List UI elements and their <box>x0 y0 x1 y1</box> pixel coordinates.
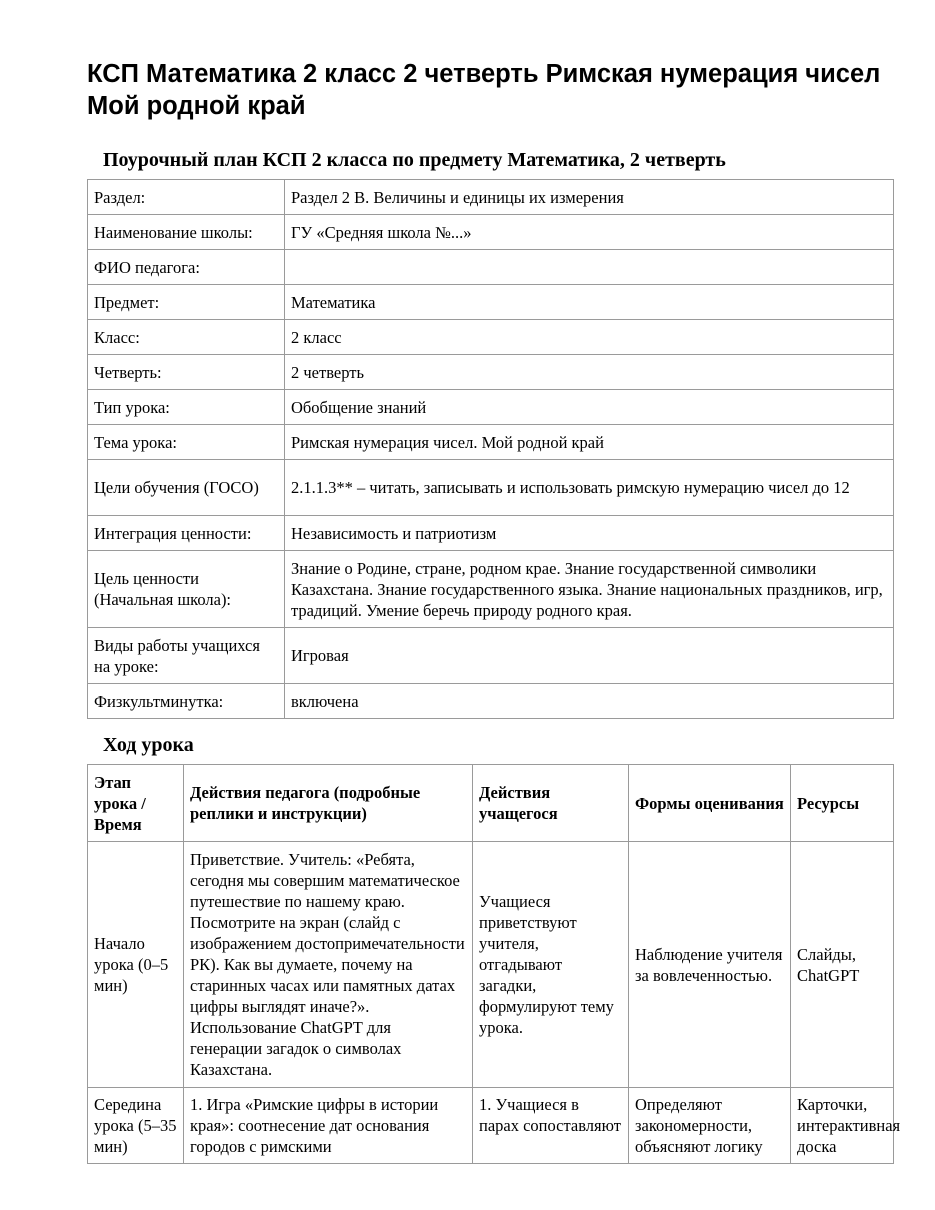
teacher-actions-cell: Приветствие. Учитель: «Ребята, сегодня мы совершим математическое путешествие по нашему краю. Посмотрите на экран (слайд с изображением достопримечательности РК). Как вы думаете, почему на старинных часах или памятных датах цифры выглядят иначе?». Использование ChatGPT для генерации загадок о символах Казахстана. <box>184 842 473 1088</box>
resources-cell: Карточки, интерактивная доска <box>791 1088 894 1164</box>
info-row-topic <box>88 425 894 460</box>
info-value <box>285 250 894 285</box>
lesson-row-start <box>88 842 894 1088</box>
info-value: Знание о Родине, стране, родном крае. Знание государственной символики Казахстана. Знание государственного языка. Знание национальных праздников, игр, традиций. Умение беречь природу родного края. <box>285 551 894 628</box>
lesson-heading: Ход урока <box>103 734 194 756</box>
info-label: Цели обучения (ГОСО) <box>88 460 285 516</box>
info-label: Класс: <box>88 320 285 355</box>
info-label: Цель ценности (Начальная школа): <box>88 551 285 628</box>
info-value: 2 четверть <box>285 355 894 390</box>
info-label: Тема урока: <box>88 425 285 460</box>
info-value: Римская нумерация чисел. Мой родной край <box>285 425 894 460</box>
assessment-cell: Наблюдение учителя за вовлеченностью. <box>629 842 791 1088</box>
info-value: ГУ «Средняя школа №...» <box>285 215 894 250</box>
stage-cell: Середина урока (5–35 мин) <box>88 1088 184 1164</box>
info-label: Предмет: <box>88 285 285 320</box>
info-value: 2 класс <box>285 320 894 355</box>
info-label: Наименование школы: <box>88 215 285 250</box>
lesson-row-middle <box>88 1088 894 1164</box>
info-row-lesson-type <box>88 390 894 425</box>
info-value: 2.1.1.3** – читать, записывать и использовать римскую нумерацию чисел до 12 <box>285 460 894 516</box>
info-value: Раздел 2 В. Величины и единицы их измерения <box>285 180 894 215</box>
lesson-header-row <box>88 765 894 842</box>
info-row-value-goal <box>88 551 894 628</box>
info-value: Обобщение знаний <box>285 390 894 425</box>
student-actions-cell: Учащиеся приветствуют учителя, отгадывают загадки, формулируют тему урока. <box>473 842 629 1088</box>
header-student-actions: Действия учащегося <box>473 765 629 842</box>
assessment-cell: Определяют закономерности, объясняют логику <box>629 1088 791 1164</box>
resources-cell: Слайды, ChatGPT <box>791 842 894 1088</box>
info-row-teacher <box>88 250 894 285</box>
info-value: включена <box>285 684 894 719</box>
header-resources: Ресурсы <box>791 765 894 842</box>
info-row-physical-break <box>88 684 894 719</box>
info-row-work-types <box>88 628 894 684</box>
info-label: ФИО педагога: <box>88 250 285 285</box>
header-assessment: Формы оценивания <box>629 765 791 842</box>
info-row-school <box>88 215 894 250</box>
info-value: Игровая <box>285 628 894 684</box>
info-row-grade <box>88 320 894 355</box>
stage-cell: Начало урока (0–5 мин) <box>88 842 184 1088</box>
page-title: КСП Математика 2 класс 2 четверть Римская нумерация чисел Мой родной край <box>87 60 881 120</box>
lesson-flow-table <box>87 764 901 1164</box>
info-row-quarter <box>88 355 894 390</box>
lesson-info-table <box>87 179 894 719</box>
info-row-subject <box>88 285 894 320</box>
plan-heading: Поурочный план КСП 2 класса по предмету Математика, 2 четверть <box>103 149 726 171</box>
teacher-actions-cell: 1. Игра «Римские цифры в истории края»: соотнесение дат основания городов с римскими <box>184 1088 473 1164</box>
header-stage: Этап урока / Время <box>88 765 184 842</box>
info-value: Независимость и патриотизм <box>285 516 894 551</box>
student-actions-cell: 1. Учащиеся в парах сопоставляют <box>473 1088 629 1164</box>
info-label: Интеграция ценности: <box>88 516 285 551</box>
info-row-objectives <box>88 460 894 516</box>
info-label: Физкультминутка: <box>88 684 285 719</box>
info-label: Раздел: <box>88 180 285 215</box>
header-teacher-actions: Действия педагога (подробные реплики и инструкции) <box>184 765 473 842</box>
info-label: Четверть: <box>88 355 285 390</box>
info-row-section <box>88 180 894 215</box>
info-label: Виды работы учащихся на уроке: <box>88 628 285 684</box>
info-row-value-integration <box>88 516 894 551</box>
info-value: Математика <box>285 285 894 320</box>
info-label: Тип урока: <box>88 390 285 425</box>
